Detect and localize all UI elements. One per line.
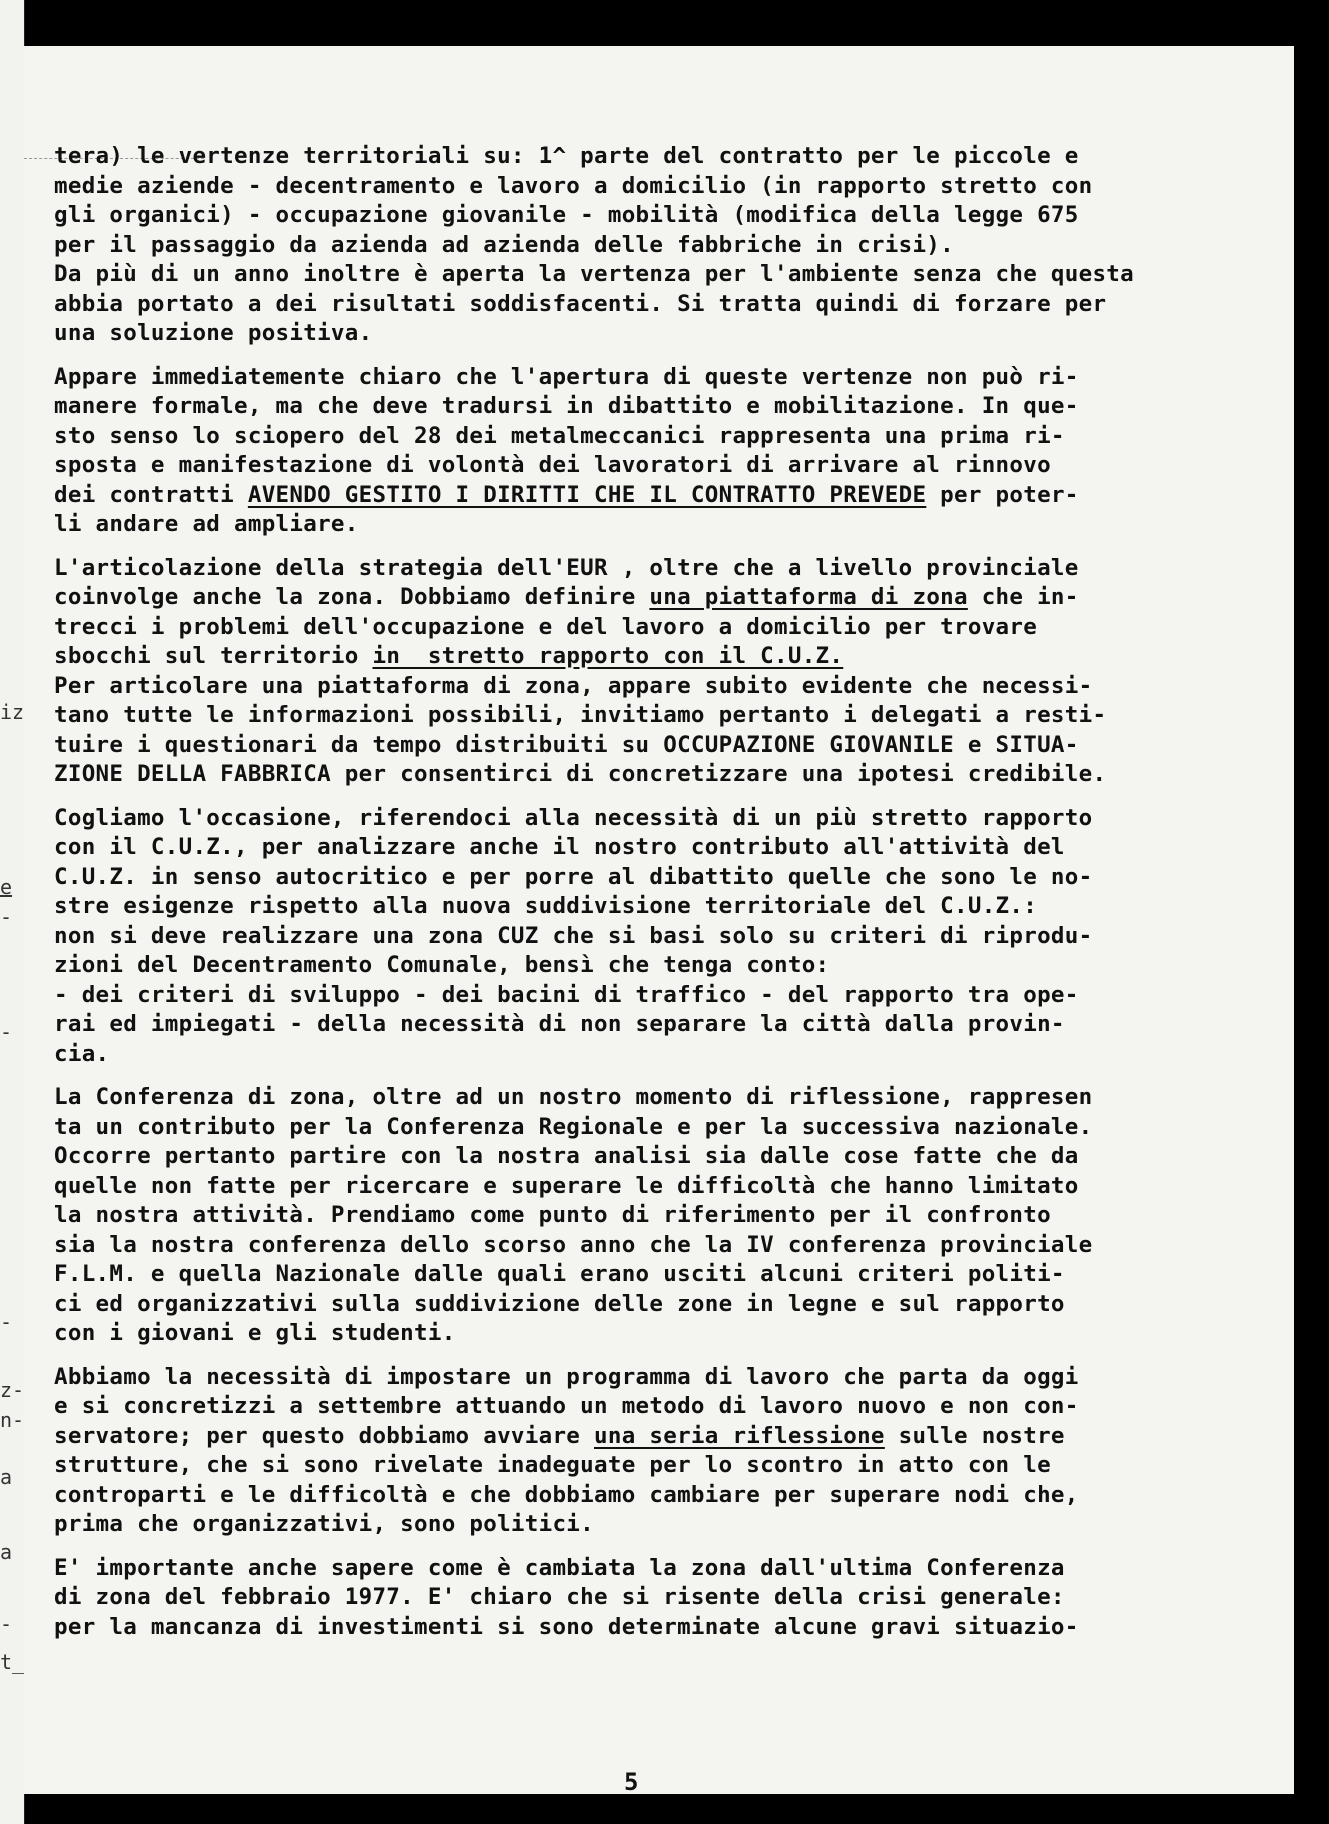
- text-segment: con i giovani e gli studenti.: [54, 1320, 456, 1346]
- paragraph: [54, 1083, 1284, 1349]
- text-segment: prima che organizzativi, sono politici.: [54, 1511, 594, 1537]
- document-page: [24, 46, 1294, 1794]
- text-line: [54, 1290, 1284, 1320]
- document-body: [54, 142, 1284, 1656]
- text-segment: coinvolge anche la zona. Dobbiamo definire: [54, 584, 650, 610]
- text-segment: gli organici) - occupazione giovanile - mobilità (modifica della legge 675: [54, 202, 1079, 228]
- text-line: [54, 1142, 1284, 1172]
- text-line: [54, 981, 1284, 1011]
- underlined-text: in stretto rapporto con il C.U.Z.: [372, 643, 844, 669]
- text-segment: servatore; per questo dobbiamo avviare: [54, 1422, 594, 1449]
- text-segment: tuire i questionari da tempo distribuiti su OCCUPAZIONE GIOVANILE e SITUA-: [54, 731, 1079, 758]
- paragraph: [54, 1554, 1284, 1643]
- text-segment: manere formale, ma che deve tradursi in dibattito e mobilitazione. In que-: [54, 393, 1079, 419]
- text-line: [54, 1172, 1284, 1202]
- text-segment: C.U.Z. in senso autocritico e per porre al dibattito quelle che sono le no-: [54, 863, 1093, 890]
- text-line: [54, 922, 1284, 952]
- text-line: [54, 201, 1284, 231]
- text-segment: sto senso lo sciopero del 28 dei metalmeccanici rappresenta una prima ri-: [54, 422, 1065, 449]
- text-segment: che in-: [967, 584, 1079, 610]
- underlined-text: una piattaforma di zona: [649, 584, 968, 610]
- margin-fragment: t_: [0, 1650, 25, 1674]
- text-segment: sbocchi sul territorio: [54, 643, 373, 669]
- text-segment: tano tutte le informazioni possibili, invitiamo pertanto i delegati a resti-: [54, 702, 1107, 728]
- paragraph: [54, 363, 1284, 540]
- text-segment: Da più di un anno inoltre è aperta la vertenza per l'ambiente senza che questa: [54, 261, 1134, 287]
- text-segment: Per articolare una piattaforma di zona, appare subito evidente che necessi-: [54, 672, 1093, 699]
- text-line: [54, 1040, 1284, 1070]
- text-line: [54, 260, 1284, 290]
- text-line: [54, 892, 1284, 922]
- text-segment: F.L.M. e quella Nazionale dalle quali erano usciti alcuni criteri politi-: [54, 1261, 1065, 1287]
- text-line: [54, 1260, 1284, 1290]
- text-segment: E' importante anche sapere come è cambiata la zona dall'ultima Conferenza: [54, 1554, 1065, 1581]
- text-line: [54, 1481, 1284, 1511]
- text-segment: - dei criteri di sviluppo - dei bacini di traffico - del rapporto tra ope-: [54, 981, 1079, 1008]
- text-segment: con il C.U.Z., per analizzare anche il nostro contributo all'attività del: [54, 834, 1065, 860]
- text-segment: per poter-: [926, 481, 1079, 508]
- text-line: [54, 1010, 1284, 1040]
- text-segment: Occorre pertanto partire con la nostra analisi sia dalle cose fatte che da: [54, 1143, 1079, 1169]
- underlined-text: AVENDO GESTITO I DIRITTI CHE IL CONTRATTO PREVEDE: [247, 481, 927, 508]
- paragraph: [54, 142, 1284, 349]
- text-segment: rai ed impiegati - della necessità di non separare la città dalla provin-: [54, 1011, 1065, 1037]
- text-line: [54, 1363, 1284, 1393]
- text-line: [54, 731, 1284, 761]
- text-segment: zioni del Decentramento Comunale, bensì che tenga conto:: [54, 952, 830, 978]
- text-line: [54, 1510, 1284, 1540]
- margin-fragment: -: [0, 905, 13, 929]
- text-segment: Abbiamo la necessità di impostare un programma di lavoro che parta da oggi: [54, 1363, 1079, 1390]
- text-line: [54, 642, 1284, 672]
- text-segment: L'articolazione della strategia dell'EUR , oltre che a livello provinciale: [54, 554, 1079, 581]
- margin-fragment: n-: [0, 1408, 25, 1432]
- text-line: [54, 481, 1284, 511]
- text-line: [54, 672, 1284, 702]
- text-line: [54, 951, 1284, 981]
- text-line: [54, 613, 1284, 643]
- text-line: [54, 1083, 1284, 1113]
- margin-fragment: iz: [0, 700, 25, 724]
- text-line: [54, 1113, 1284, 1143]
- margin-fragment: -: [0, 1612, 13, 1636]
- text-segment: ZIONE DELLA FABBRICA per consentirci di concretizzare una ipotesi credibile.: [54, 761, 1107, 787]
- text-segment: Cogliamo l'occasione, riferendoci alla necessità di un più stretto rapporto: [54, 804, 1093, 831]
- text-line: [54, 1231, 1284, 1261]
- text-line: [54, 583, 1284, 613]
- paragraph: [54, 1363, 1284, 1540]
- text-line: [54, 172, 1284, 202]
- text-segment: dei contratti: [54, 481, 248, 508]
- text-line: [54, 1554, 1284, 1584]
- text-segment: non si deve realizzare una zona CUZ che si basi solo su criteri di riprodu-: [54, 922, 1093, 949]
- text-line: [54, 1201, 1284, 1231]
- text-line: [54, 1613, 1284, 1643]
- text-segment: controparti e le difficoltà e che dobbiamo cambiare per superare nodi che,: [54, 1481, 1079, 1508]
- text-line: [54, 1392, 1284, 1422]
- text-segment: abbia portato a dei risultati soddisfacenti. Si tratta quindi di forzare per: [54, 290, 1107, 317]
- text-line: [54, 1451, 1284, 1481]
- text-segment: e si concretizzi a settembre attuando un metodo di lavoro nuovo e non con-: [54, 1393, 1079, 1419]
- text-segment: di zona del febbraio 1977. E' chiaro che si risente della crisi generale:: [54, 1584, 1065, 1610]
- text-line: [54, 392, 1284, 422]
- text-line: [54, 422, 1284, 452]
- text-segment: medie aziende - decentramento e lavoro a domicilio (in rapporto stretto con: [54, 172, 1093, 199]
- text-line: [54, 863, 1284, 893]
- text-segment: ci ed organizzativi sulla suddivizione delle zone in legne e sul rapporto: [54, 1290, 1065, 1317]
- text-line: [54, 290, 1284, 320]
- text-segment: per il passaggio da azienda ad azienda delle fabbriche in crisi).: [54, 231, 954, 258]
- text-line: [54, 142, 1284, 172]
- text-segment: strutture, che si sono rivelate inadeguate per lo scontro in atto con le: [54, 1452, 1051, 1478]
- text-line: [54, 363, 1284, 393]
- margin-fragment: a: [0, 1465, 13, 1489]
- paragraph: [54, 804, 1284, 1070]
- margin-fragment: -: [0, 1310, 13, 1334]
- text-line: [54, 1319, 1284, 1349]
- text-segment: quelle non fatte per ricercare e superare le difficoltà che hanno limitato: [54, 1172, 1079, 1199]
- text-segment: sposta e manifestazione di volontà dei lavoratori di arrivare al rinnovo: [54, 452, 1051, 478]
- text-segment: la nostra attività. Prendiamo come punto di riferimento per il confronto: [54, 1202, 1051, 1228]
- text-segment: li andare ad ampliare.: [54, 511, 359, 537]
- text-segment: La Conferenza di zona, oltre ad un nostro momento di riflessione, rappresen: [54, 1084, 1093, 1110]
- underlined-text: una seria riflessione: [594, 1422, 885, 1449]
- text-line: [54, 554, 1284, 584]
- adjacent-page-edge: [0, 0, 25, 1824]
- text-segment: trecci i problemi dell'occupazione e del lavoro a domicilio per trovare: [54, 613, 1038, 640]
- text-line: [54, 760, 1284, 790]
- text-segment: tera) le vertenze territoriali su: 1^ parte del contratto per le piccole e: [54, 143, 1079, 169]
- text-segment: stre esigenze rispetto alla nuova suddivisione territoriale del C.U.Z.:: [54, 893, 1038, 919]
- text-segment: sia la nostra conferenza dello scorso anno che la IV conferenza provinciale: [54, 1231, 1093, 1258]
- text-line: [54, 319, 1284, 349]
- text-segment: sulle nostre: [884, 1422, 1065, 1449]
- text-line: [54, 804, 1284, 834]
- paragraph: [54, 554, 1284, 790]
- margin-fragment: -: [0, 1020, 13, 1044]
- text-line: [54, 510, 1284, 540]
- margin-fragment: e: [0, 875, 13, 899]
- text-line: [54, 701, 1284, 731]
- margin-fragment: z-: [0, 1378, 25, 1402]
- margin-fragment: a: [0, 1540, 13, 1564]
- text-segment: cia.: [54, 1040, 110, 1067]
- text-line: [54, 451, 1284, 481]
- text-segment: ta un contributo per la Conferenza Regionale e per la successiva nazionale.: [54, 1113, 1093, 1140]
- page-number: 5: [624, 1768, 639, 1794]
- text-line: [54, 833, 1284, 863]
- text-line: [54, 1422, 1284, 1452]
- text-line: [54, 1583, 1284, 1613]
- text-line: [54, 231, 1284, 261]
- text-segment: per la mancanza di investimenti si sono determinate alcune gravi situazio-: [54, 1613, 1079, 1640]
- text-segment: Appare immediatemente chiaro che l'apertura di queste vertenze non può ri-: [54, 363, 1079, 390]
- text-segment: una soluzione positiva.: [54, 320, 373, 346]
